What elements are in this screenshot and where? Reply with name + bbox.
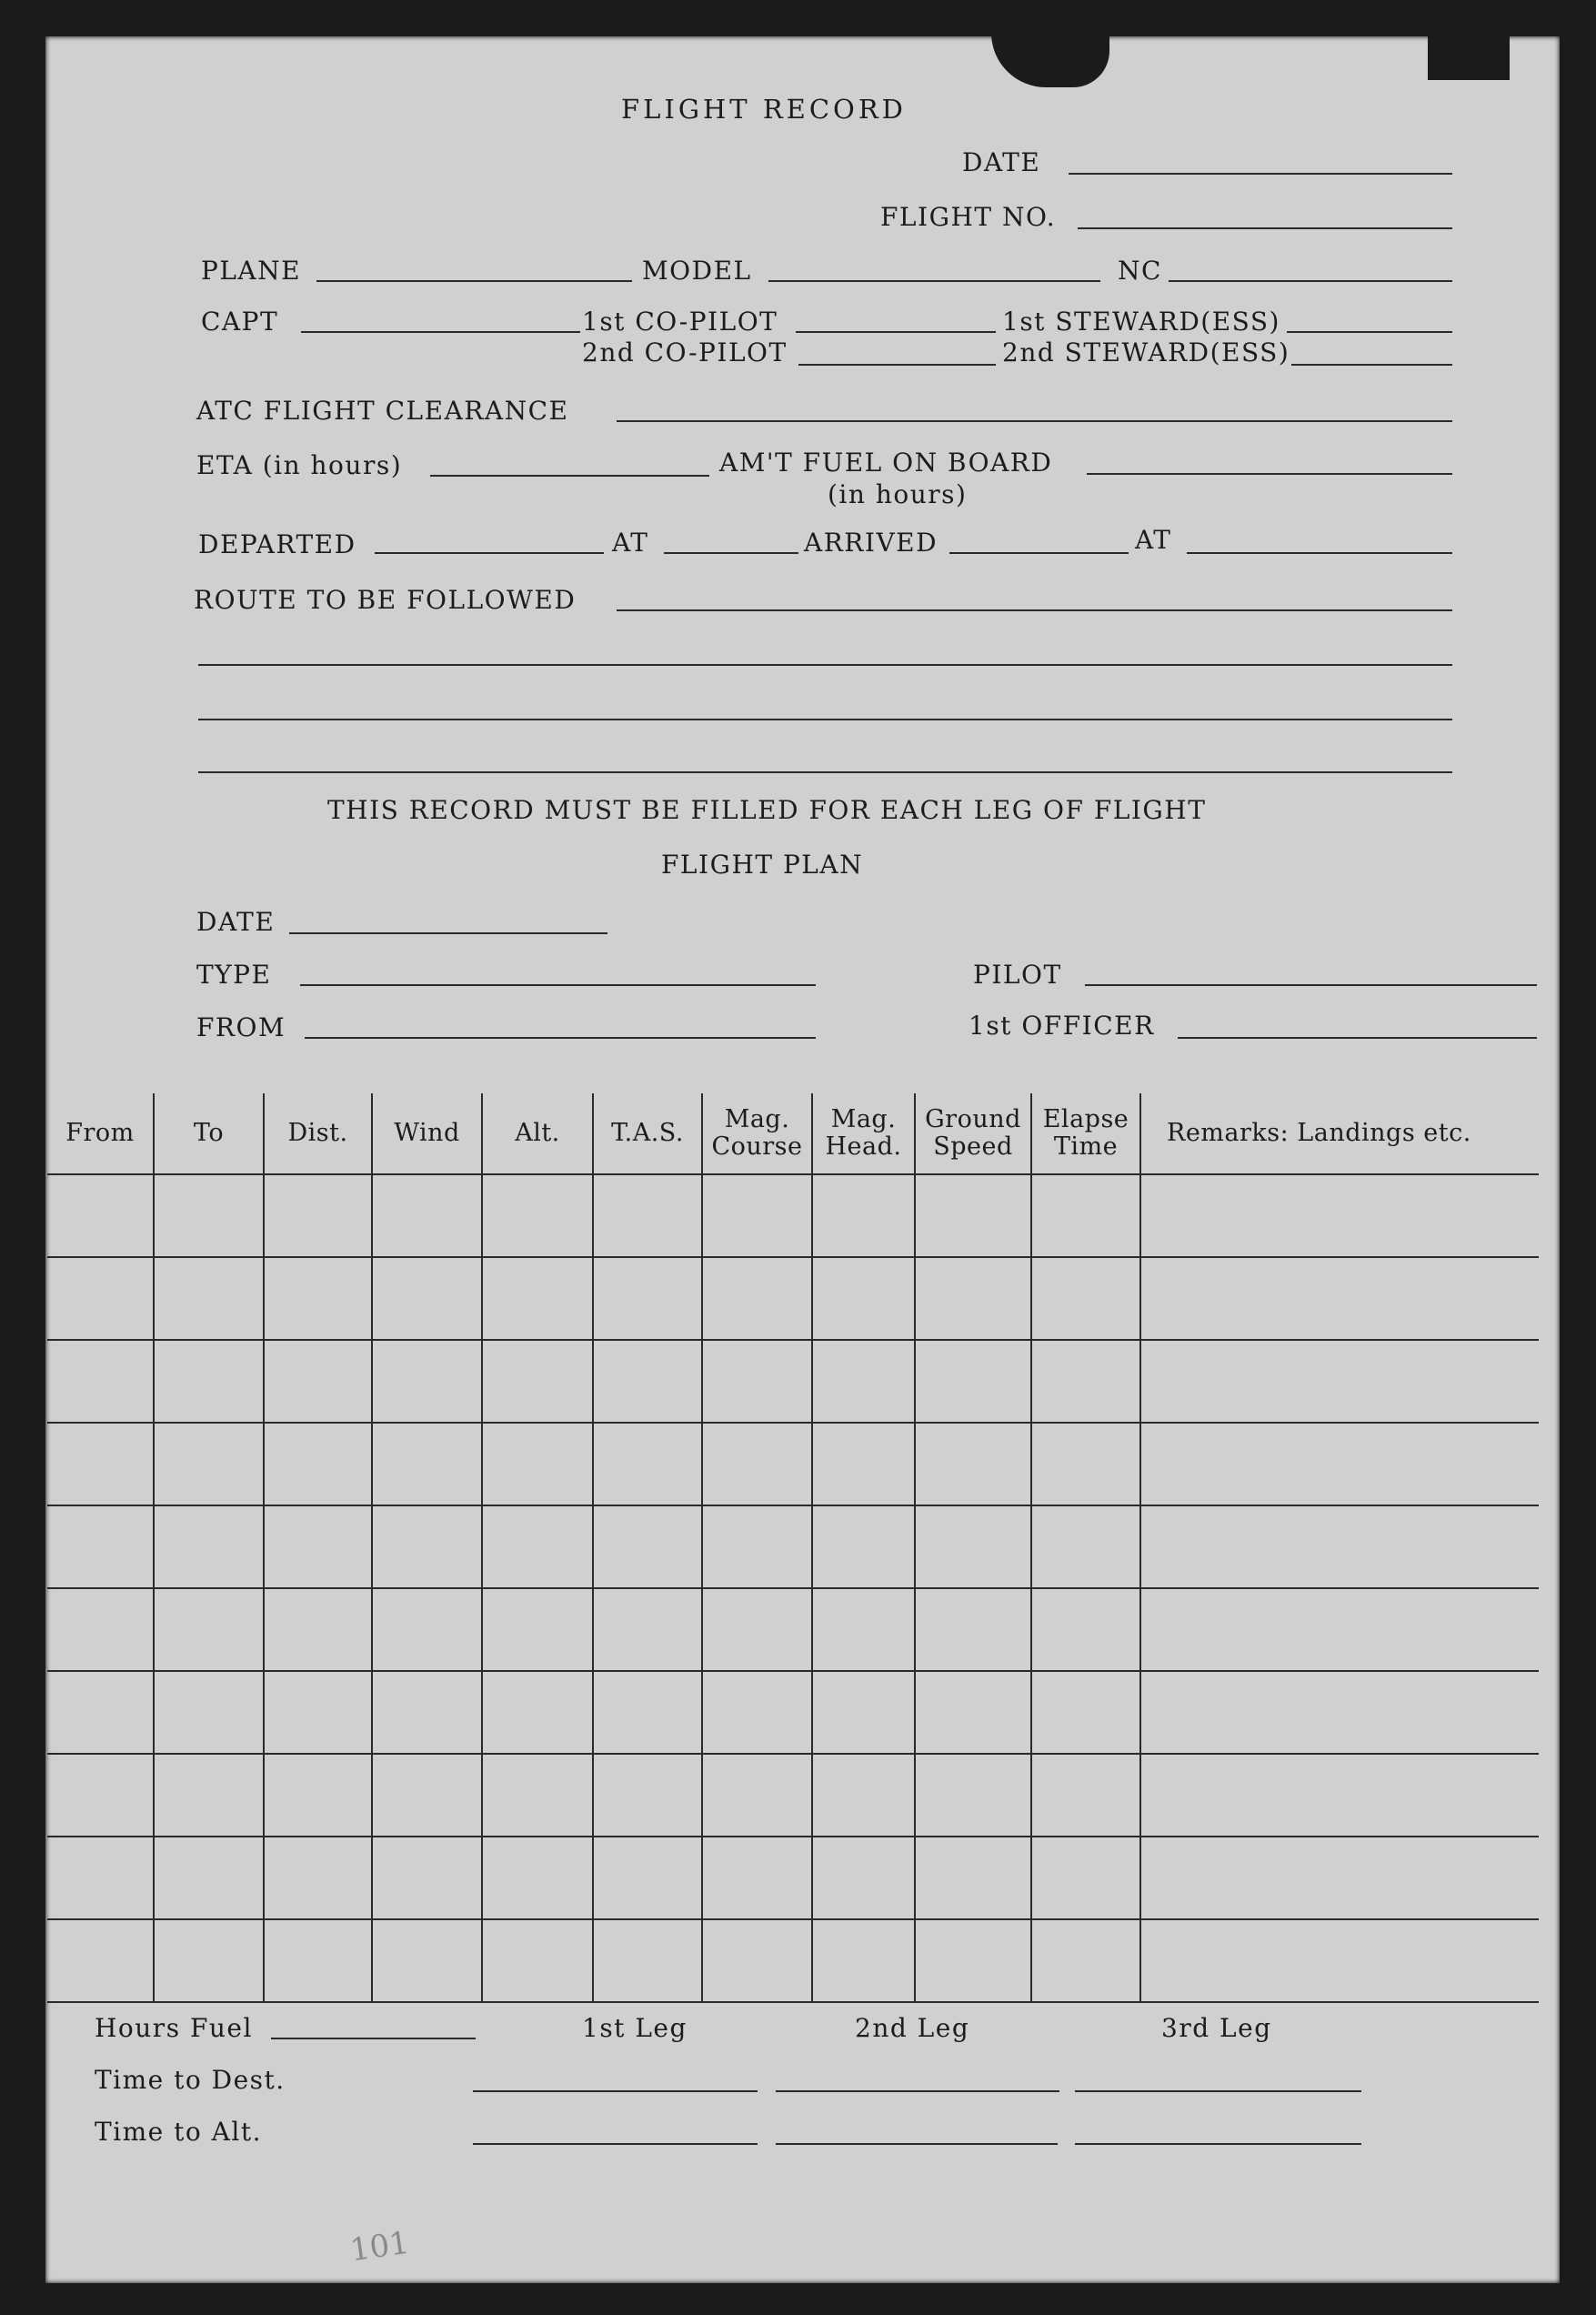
table-row bbox=[47, 1257, 1539, 1340]
arrived-at-line[interactable] bbox=[1187, 552, 1452, 554]
leg3-label: 3rd Leg bbox=[1161, 2013, 1272, 2043]
model-label: MODEL bbox=[642, 256, 752, 286]
col-header: Mag. Course bbox=[702, 1093, 812, 1174]
at-label: AT bbox=[1135, 525, 1172, 555]
table-header-row bbox=[47, 1093, 1539, 1174]
steward-2-line[interactable] bbox=[1291, 364, 1452, 366]
plan-pilot-label: PILOT bbox=[973, 960, 1062, 990]
plan-from-line[interactable] bbox=[305, 1037, 816, 1039]
col-header: To bbox=[154, 1093, 264, 1174]
table-row bbox=[47, 1919, 1539, 2002]
table-row bbox=[47, 1174, 1539, 1257]
atc-line[interactable] bbox=[617, 420, 1452, 422]
flight-no-line[interactable] bbox=[1078, 227, 1452, 229]
co-pilot-2-label: 2nd CO-PILOT bbox=[582, 337, 788, 367]
fuel-label: AM'T FUEL ON BOARD bbox=[719, 448, 1053, 478]
departed-line[interactable] bbox=[375, 552, 604, 554]
torn-corner bbox=[1428, 36, 1510, 80]
notice-text: THIS RECORD MUST BE FILLED FOR EACH LEG OF FLIGHT bbox=[327, 795, 1207, 825]
capt-line[interactable] bbox=[301, 331, 580, 333]
co-pilot-2-line[interactable] bbox=[798, 364, 996, 366]
fuel-sublabel: (in hours) bbox=[828, 479, 968, 509]
col-header: Wind bbox=[372, 1093, 482, 1174]
time-to-dest-leg2-line[interactable] bbox=[776, 2090, 1059, 2092]
table-row bbox=[47, 1754, 1539, 1837]
time-to-dest-label: Time to Dest. bbox=[95, 2065, 286, 2095]
table-row bbox=[47, 1340, 1539, 1423]
arrived-label: ARRIVED bbox=[804, 528, 939, 558]
date-label: DATE bbox=[962, 147, 1041, 177]
steward-1-label: 1st STEWARD(ESS) bbox=[1002, 307, 1280, 337]
co-pilot-1-line[interactable] bbox=[796, 331, 996, 333]
nc-line[interactable] bbox=[1169, 280, 1452, 282]
date-line[interactable] bbox=[1069, 173, 1452, 175]
model-line[interactable] bbox=[768, 280, 1100, 282]
leg2-label: 2nd Leg bbox=[855, 2013, 970, 2043]
route-line[interactable] bbox=[198, 719, 1452, 720]
table-row bbox=[47, 1588, 1539, 1671]
time-to-alt-leg3-line[interactable] bbox=[1075, 2143, 1361, 2145]
table-row bbox=[47, 1423, 1539, 1505]
route-label: ROUTE TO BE FOLLOWED bbox=[194, 585, 577, 615]
plan-officer-label: 1st OFFICER bbox=[969, 1011, 1155, 1041]
col-header: Alt. bbox=[482, 1093, 593, 1174]
table-row bbox=[47, 1671, 1539, 1754]
plan-date-line[interactable] bbox=[289, 932, 607, 934]
route-line[interactable] bbox=[198, 664, 1452, 666]
col-header: Mag. Head. bbox=[812, 1093, 915, 1174]
col-header: Elapse Time bbox=[1031, 1093, 1140, 1174]
time-to-dest-leg1-line[interactable] bbox=[473, 2090, 758, 2092]
col-header: Dist. bbox=[264, 1093, 372, 1174]
departed-at-line[interactable] bbox=[664, 552, 798, 554]
flight-plan-table bbox=[47, 1093, 1539, 2003]
plan-officer-line[interactable] bbox=[1178, 1037, 1537, 1039]
route-line[interactable] bbox=[198, 771, 1452, 773]
eta-line[interactable] bbox=[430, 475, 709, 477]
col-header: Ground Speed bbox=[915, 1093, 1031, 1174]
plan-pilot-line[interactable] bbox=[1085, 984, 1537, 986]
hours-fuel-line[interactable] bbox=[271, 2038, 476, 2039]
table-row bbox=[47, 1837, 1539, 1919]
plan-date-label: DATE bbox=[196, 907, 276, 937]
co-pilot-1-label: 1st CO-PILOT bbox=[582, 307, 778, 337]
page-title: FLIGHT RECORD bbox=[621, 94, 907, 125]
atc-label: ATC FLIGHT CLEARANCE bbox=[196, 396, 569, 426]
plan-type-label: TYPE bbox=[196, 960, 272, 990]
plane-line[interactable] bbox=[316, 280, 632, 282]
table-row bbox=[47, 1505, 1539, 1588]
capt-label: CAPT bbox=[201, 307, 279, 337]
nc-label: NC bbox=[1118, 256, 1162, 286]
plane-label: PLANE bbox=[201, 256, 302, 286]
fuel-line[interactable] bbox=[1087, 473, 1452, 475]
leg1-label: 1st Leg bbox=[582, 2013, 688, 2043]
steward-1-line[interactable] bbox=[1287, 331, 1452, 333]
plan-type-line[interactable] bbox=[300, 984, 816, 986]
route-line[interactable] bbox=[617, 609, 1452, 611]
departed-label: DEPARTED bbox=[198, 529, 356, 559]
col-header-remarks: Remarks: Landings etc. bbox=[1140, 1093, 1539, 1174]
hours-fuel-label: Hours Fuel bbox=[95, 2013, 253, 2043]
steward-2-label: 2nd STEWARD(ESS) bbox=[1002, 337, 1290, 367]
col-header: T.A.S. bbox=[593, 1093, 702, 1174]
eta-label: ETA (in hours) bbox=[196, 450, 403, 480]
col-header: From bbox=[47, 1093, 154, 1174]
time-to-dest-leg3-line[interactable] bbox=[1075, 2090, 1361, 2092]
handwritten-mark: 101 bbox=[347, 2224, 412, 2270]
time-to-alt-leg1-line[interactable] bbox=[473, 2143, 758, 2145]
plan-from-label: FROM bbox=[196, 1012, 286, 1042]
time-to-alt-label: Time to Alt. bbox=[95, 2117, 262, 2147]
flight-no-label: FLIGHT NO. bbox=[880, 202, 1057, 232]
arrived-line[interactable] bbox=[949, 552, 1129, 554]
at-label: AT bbox=[612, 528, 649, 558]
time-to-alt-leg2-line[interactable] bbox=[776, 2143, 1058, 2145]
flight-plan-title: FLIGHT PLAN bbox=[661, 850, 864, 880]
